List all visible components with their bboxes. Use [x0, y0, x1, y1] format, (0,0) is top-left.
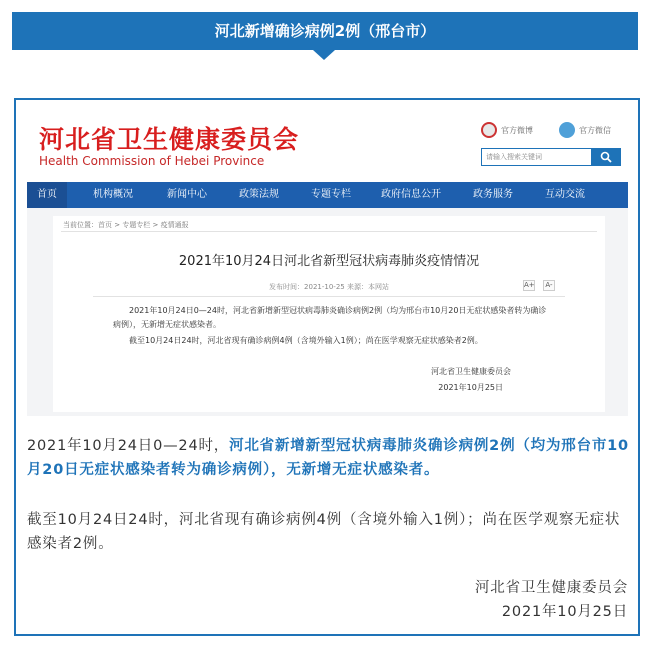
article-sign-org: 河北省卫生健康委员会: [431, 367, 511, 376]
wechat-link[interactable]: [559, 122, 611, 138]
wechat-label: 官方微信: [579, 125, 611, 135]
search-button[interactable]: [591, 148, 621, 166]
article-paragraph-2: 截至10月24日24时，河北省现有确诊病例4例（含境外输入1例）；尚在医学观察无症状感染者2例。: [129, 336, 483, 345]
divider: [61, 231, 597, 232]
nav-item-gov-info[interactable]: 政府信息公开: [381, 189, 441, 200]
article-card: [53, 216, 605, 412]
divider: [93, 296, 565, 297]
paragraph-1-highlight: 河北省新增新型冠状病毒肺炎确诊病例2例（均为邢台市10月20日无症状感染者转为确诊病例），无新增无症状感染者。: [27, 438, 629, 478]
sign-date: 2021年10月25日: [501, 604, 628, 620]
nav-item-home[interactable]: 首页: [27, 182, 67, 208]
weibo-label: 官方微博: [501, 125, 533, 135]
nav-item-news[interactable]: 新闻中心: [167, 189, 207, 200]
article-meta: 发布时间：2021-10-25 来源：本网站: [269, 283, 389, 291]
wechat-icon: [559, 122, 575, 138]
weibo-icon: [481, 122, 497, 138]
website-screenshot: [27, 114, 628, 416]
nav-item-policy[interactable]: 政策法规: [239, 189, 279, 200]
weibo-link[interactable]: [481, 122, 533, 138]
site-nav: [27, 182, 628, 208]
nav-item-organization[interactable]: 机构概况: [93, 189, 133, 200]
search-icon: [600, 151, 612, 163]
paragraph-1-plain: 2021年10月24日0—24时，: [27, 438, 230, 454]
breadcrumb: 当前位置：首页 > 专题专栏 > 疫情通报: [63, 221, 189, 229]
site-search-input[interactable]: [481, 148, 621, 166]
sign-organization: 河北省卫生健康委员会: [475, 580, 628, 596]
content-paragraph-1: [27, 434, 631, 482]
content-paragraph-2: 截至10月24日24时，河北省现有确诊病例4例（含境外输入1例）；尚在医学观察无症状感染者2例。: [27, 512, 621, 552]
content-frame: [14, 98, 640, 636]
article-title: 2021年10月24日河北省新型冠状病毒肺炎疫情情况: [178, 254, 480, 269]
font-decrease-button[interactable]: A-: [543, 280, 555, 291]
banner-arrow: [313, 50, 335, 60]
font-increase-button[interactable]: A+: [524, 281, 535, 289]
nav-item-interaction[interactable]: 互动交流: [545, 189, 585, 200]
nav-item-services[interactable]: 政务服务: [473, 189, 513, 200]
article-sign-date: 2021年10月25日: [438, 383, 503, 392]
headline-banner: 河北新增确诊病例2例（邢台市）: [12, 12, 638, 50]
search-placeholder: 请输入搜索关键词: [486, 153, 542, 161]
site-logo-en: Health Commission of Hebei Province: [39, 154, 265, 168]
article-paragraph-1: 2021年10月24日0—24时，河北省新增新型冠状病毒肺炎确诊病例2例（均为邢台市10月20日无症状感染者转为确诊病例），无新增无症状感染者。: [113, 306, 547, 329]
nav-item-topics[interactable]: 专题专栏: [311, 189, 351, 200]
site-logo-cn: 河北省卫生健康委员会: [39, 125, 300, 154]
site-header: [27, 114, 628, 182]
